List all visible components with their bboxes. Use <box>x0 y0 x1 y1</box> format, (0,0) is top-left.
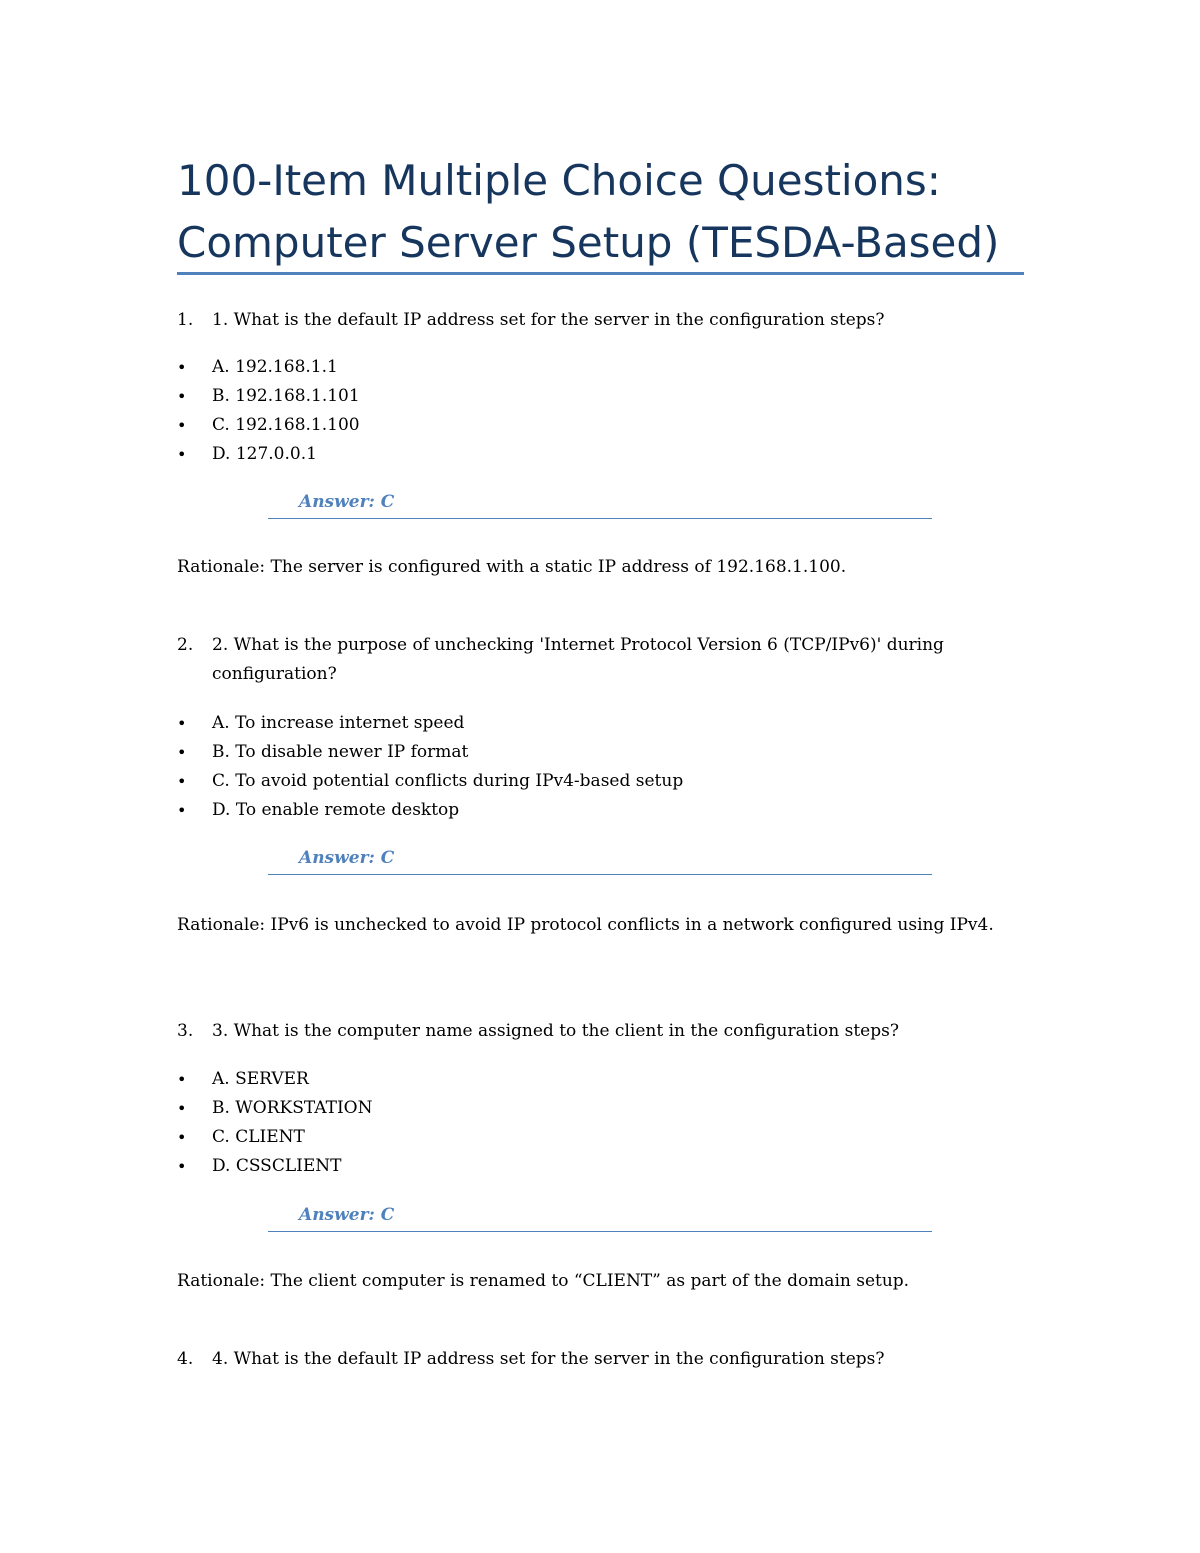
option-text: B. To disable newer IP format <box>212 742 469 762</box>
question-number: 3. <box>177 1021 194 1041</box>
rationale-text: Rationale: The client computer is renamed to “CLIENT” as part of the domain setup. <box>177 1271 910 1291</box>
option-text: B. 192.168.1.101 <box>212 386 360 406</box>
option-text: C. CLIENT <box>212 1127 305 1147</box>
option-text: B. WORKSTATION <box>212 1098 373 1118</box>
question-text: 2. What is the purpose of unchecking 'Internet Protocol Version 6 (TCP/IPv6)' during configuration? <box>212 635 944 684</box>
list-item <box>177 709 877 738</box>
bullet-icon: • <box>177 387 187 406</box>
option-text: D. 127.0.0.1 <box>212 444 317 464</box>
list-item <box>177 738 877 767</box>
list-item <box>177 1094 877 1123</box>
option-text: C. 192.168.1.100 <box>212 415 360 435</box>
option-list <box>177 1065 877 1181</box>
bullet-icon: • <box>177 801 187 820</box>
option-text: D. To enable remote desktop <box>212 800 460 820</box>
answer-block <box>268 1201 932 1232</box>
rationale-text: Rationale: The server is configured with a static IP address of 192.168.1.100. <box>177 557 847 577</box>
option-list <box>177 353 877 469</box>
list-item <box>177 353 877 382</box>
list-item <box>177 796 877 825</box>
bullet-icon: • <box>177 772 187 791</box>
option-text: D. CSSCLIENT <box>212 1156 342 1176</box>
option-list <box>177 709 877 825</box>
page-title: 100-Item Multiple Choice Questions: Computer Server Setup (TESDA-Based) <box>177 156 1000 267</box>
bullet-icon: • <box>177 1099 187 1118</box>
bullet-icon: • <box>177 1157 187 1176</box>
question-number: 1. <box>177 310 194 330</box>
list-item <box>177 767 877 796</box>
list-item <box>177 382 877 411</box>
bullet-icon: • <box>177 1128 187 1147</box>
rationale-text: Rationale: IPv6 is unchecked to avoid IP protocol conflicts in a network configured using IPv4. <box>177 915 994 935</box>
answer-label: Answer: C <box>299 492 395 512</box>
bullet-icon: • <box>177 714 187 733</box>
option-text: A. SERVER <box>212 1069 309 1089</box>
question-3 <box>177 1017 1017 1046</box>
answer-label: Answer: C <box>299 1205 395 1225</box>
option-text: C. To avoid potential conflicts during IPv4-based setup <box>212 771 684 791</box>
bullet-icon: • <box>177 416 187 435</box>
list-item <box>177 1065 877 1094</box>
question-text: 4. What is the default IP address set for the server in the configuration steps? <box>212 1349 885 1369</box>
question-number: 4. <box>177 1349 194 1369</box>
question-1 <box>177 306 1017 335</box>
list-item <box>177 440 877 469</box>
list-item <box>177 411 877 440</box>
option-text: A. 192.168.1.1 <box>212 357 338 377</box>
bullet-icon: • <box>177 358 187 377</box>
list-item <box>177 1123 877 1152</box>
option-text: A. To increase internet speed <box>212 713 465 733</box>
answer-block <box>268 844 932 875</box>
bullet-icon: • <box>177 743 187 762</box>
answer-block <box>268 488 932 519</box>
bullet-icon: • <box>177 445 187 464</box>
question-number: 2. <box>177 635 194 655</box>
question-text: 1. What is the default IP address set for the server in the configuration steps? <box>212 310 885 330</box>
answer-label: Answer: C <box>299 848 395 868</box>
list-item <box>177 1152 877 1181</box>
bullet-icon: • <box>177 1070 187 1089</box>
question-4 <box>177 1345 1017 1374</box>
question-text: 3. What is the computer name assigned to the client in the configuration steps? <box>212 1021 899 1041</box>
question-2 <box>177 631 1017 689</box>
title-underline <box>177 272 1024 275</box>
